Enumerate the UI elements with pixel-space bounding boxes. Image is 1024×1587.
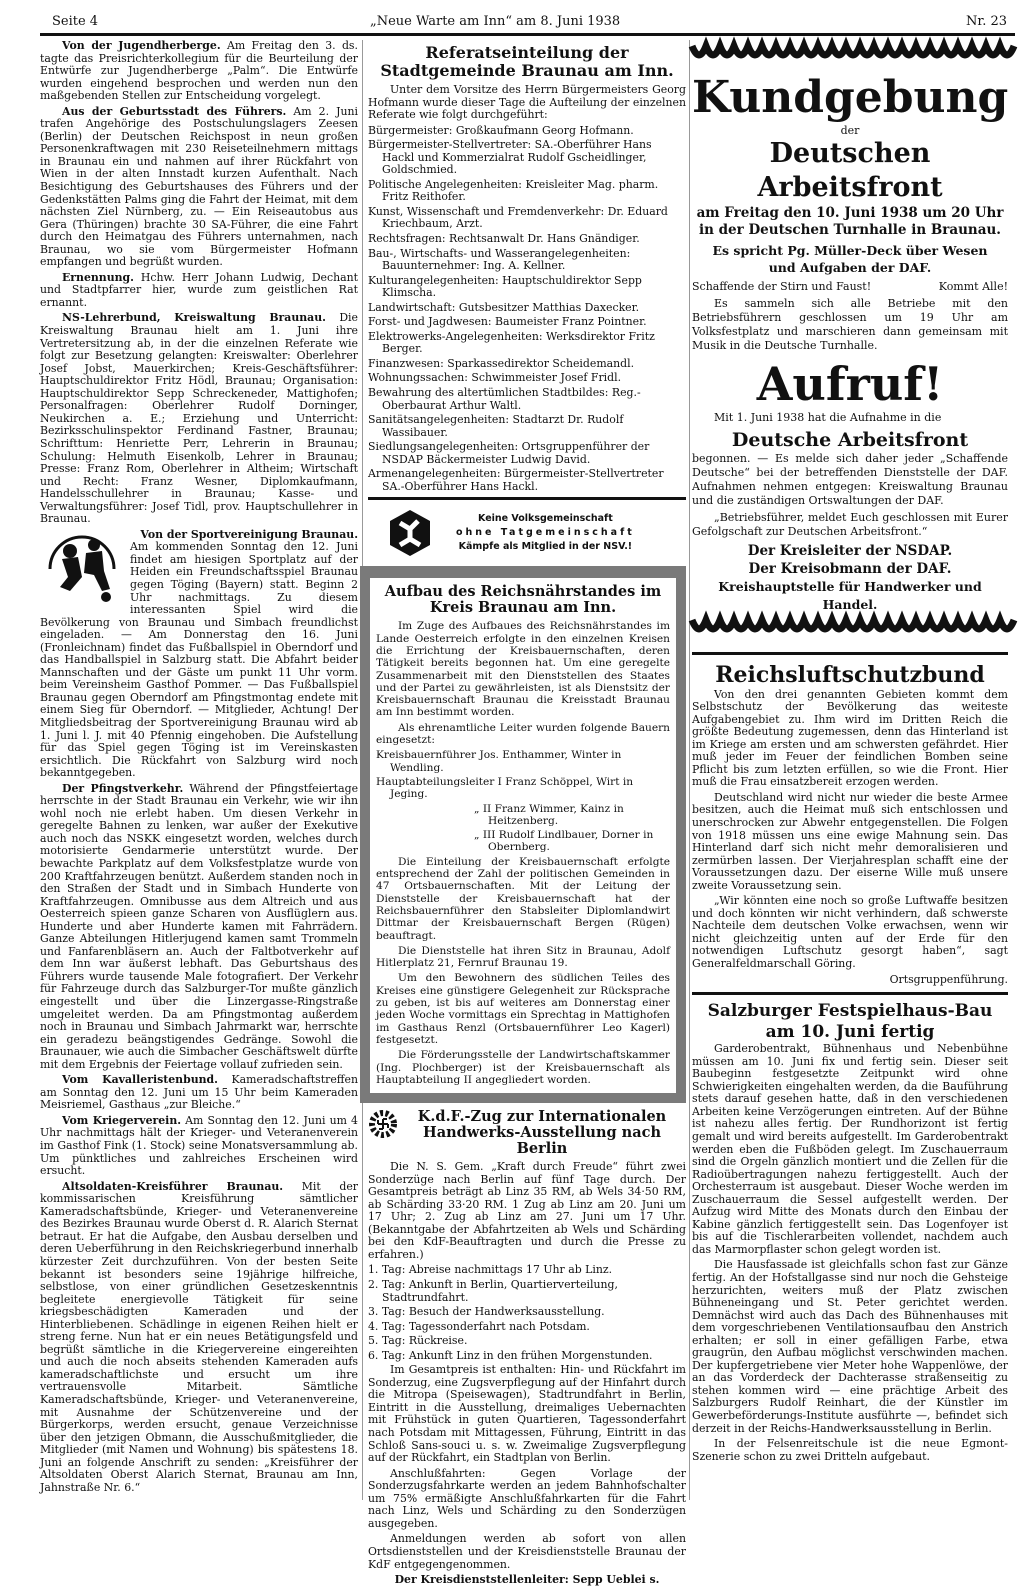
section-rule xyxy=(692,652,1008,655)
itinerary-day: 5. Tag: Rückreise. xyxy=(368,1334,468,1348)
article-sportvereinigung: Von der Sportvereinigung Braunau. Am kommenden Sonntag den 12. Juni findet am hiesigen Sportplatz auf der Heiden ein Freundschaftsspiel Braunau gegen Töging (Bayern) statt. Beginn 2 Uhr nachmittags. Zu diesem interessanten Spiel wird die Bevölkerung von Braunau und Simbach freundlichst eingeladen. — Am Donnerstag den 16. Juni (Fronleichnam) findet das Fußballspiel in Oberndorf und das Handballspiel in Salzburg statt. Die Abfahrt beider Mannschaften und der Gäste um punkt 11 Uhr vorm. beim Vereinsheim Gasthof Pommer. — Das Fußballspiel Braunau gegen Oberndorf am Pfingstmontag endete mit einem Sieg für Oberndorf. — Mitglieder, Achtung! Der Mitgliedsbeitrag der Sportvereinigung Braunau wird ab 1. Juni l. J. mit 40 Pfennig eingehoben. Die Aufstellung für das Spiel gegen Töging ist im Vereinskasten ersichtlich. Die Rückfahrt von Salzburg wird noch bekanntgegeben. xyxy=(40,527,358,780)
itinerary-day: 1. Tag: Abreise nachmittags 17 Uhr ab Linz. xyxy=(368,1263,613,1277)
itinerary-list xyxy=(368,1264,686,1362)
itinerary-day: 3. Tag: Besuch der Handwerksausstellung. xyxy=(368,1305,605,1319)
kundgebung-title: Kundgebung xyxy=(692,72,1009,123)
referat-item: Sanitätsangelegenheiten: Stadtarzt Dr. Rudolf Wassibauer. xyxy=(368,413,624,439)
leader-item: Hauptabteilungsleiter I Franz Schöppel, Wirt in Jeging. xyxy=(376,775,634,801)
referat-item: Bürgermeister: Großkaufmann Georg Hofmann. xyxy=(368,123,634,137)
column-divider xyxy=(689,40,690,1500)
column-local-news xyxy=(40,40,358,1505)
referat-item: Forst- und Jagdwesen: Baumeister Franz Pointner. xyxy=(368,315,647,329)
kundgebung-header xyxy=(692,72,1008,124)
daf-cog-emblem-icon xyxy=(368,1109,398,1139)
referat-title: Referatseinteilung der Stadtgemeinde Braunau am Inn. xyxy=(380,43,674,80)
signature-kreisobmann: Der Kreisobmann der DAF. xyxy=(748,560,952,577)
wave-border-bottom xyxy=(692,616,1008,638)
reichsnaehrstand-box: Aufbau des Reichsnährstandes im Kreis Braunau am Inn. Im Zuge des Aufbaues des Reichsnährstandes im Lande Oesterreich erfolgte in den einzelnen Kreisen die Errichtung der Kreisbauernschaften, deren Tätigkeit bereits begonnen hat. Um eine geregelte Zusammenarbeit mit den Dienststellen des Staates und der Partei zu gewährleisten, ist als Dienstsitz der Kreisbauernschaft Braunau die Kreisstadt Braunau am Inn bestimmt worden. Als ehrenamtliche Leiter wurden folgende Bauern eingesetzt: Kreisbauernführer Jos. Enthammer, Winter in Wendling. Hauptabteilungsleiter I Franz Schöppel, Wirt in Jeging. „ II Franz Wimmer, Kainz in Heitzenberg. „ III Rudolf Lindlbauer, Dorner in Obernberg. Die Einteilung der Kreisbauernschaft erfolgte entsprechend der Zahl der politischen Gemeinden in 47 Ortsbauernschaften. Mit der Leitung der Dienststelle der Kreisbauernschaft hat der Reichsbauernführer den Stabsleiter Diplomlandwirt Dittmar der Kreisbauernschaft Bergen (Rügen) beauftragt. Die Dienststelle hat ihren Sitz in Braunau, Adolf Hitlerplatz 21, Fernruf Braunau 19. Um den Bewohnern des südlichen Teiles des Kreises eine günstigere Gelegenheit zur Rücksprache zu geben, ist bis auf weiteres am Donnerstag einer jeden Woche vormittags ein Sprechtag in Mattighofen im Gasthaus Renzl (Ortsbauernführer Leo Kagerl) festgesetzt. Die Förderungsstelle der Landwirtschaftskammer (Ing. Plochberger) ist der Kreisbauernschaft als Hauptabteilung II angegliedert worden. xyxy=(360,566,686,1103)
article-jugendherberge: Von der Jugendherberge. Am Freitag den 3. ds. tagte das Preisrichterkollegium für die Beurteilung der Entwürfe zur Jugendherberge „Palm“. Die Entwürfe wurden eingehend besprochen und werden nun den maßgebenden Stellen zur Entscheidung vorgelegt. xyxy=(40,39,358,103)
kundgebung-speaker: Es spricht Pg. Müller-Deck über Wesen und Aufgaben der DAF. xyxy=(712,243,988,275)
referat-intro: Unter dem Vorsitze des Herrn Bürgermeisters Georg Hofmann wurde dieser Tage die Aufteilung der einzelnen Referate wie folgt durchgeführt: xyxy=(368,83,686,122)
page-header xyxy=(40,0,1015,34)
rl-signature: Ortsgruppenführung. xyxy=(889,972,1008,986)
referat-item: Siedlungsangelegenheiten: Ortsgruppenführer der NSDAP Bäckermeister Ludwig David. xyxy=(368,440,650,466)
leader-item: „ III Rudolf Lindlbauer, Dorner in Obernberg. xyxy=(474,829,654,854)
wave-stroke xyxy=(692,620,1014,629)
signature-kreishauptstelle: Kreishauptstelle für Handwerker und Handel. xyxy=(718,578,982,612)
article-pfingstverkehr: Der Pfingstverkehr. Während der Pfingstfeiertage herrschte in der Stadt Braunau ein Verkehr, wie wir ihn wohl noch nie erlebt haben. Um diesen Verkehr in geregelte Bahnen zu lenken, war außer der Exekutive auch noch das NSKK eingesetzt worden, welches durch motorisierte Gendarmerie unterstützt wurde. Der bewachte Parkplatz auf dem Volksfestplatze wurde von 200 Kraftfahrzeugen benützt. Außerdem standen noch in den Straßen der Stadt und in Simbach Hunderte von Kraftfahrzeugen. Omnibusse aus dem Altreich und aus Oesterreich spieen ganze Scharen von Ausflüglern aus. Hunderte und aber Hunderte kamen mit Fahrrädern. Ganze Abteilungen Hitlerjugend kamen samt Trommeln und Fanfarenbläsern an. Auch der Faltbotverkehr auf dem Inn war äußerst lebhaft. Das Geburtshaus des Führers wurde tausende Male fotografiert. Der Verkehr für Fahrzeuge durch das Salzburger-Tor mußte gänzlich eingestellt und über die Linzergasse-Ringstraße umgeleitet werden. Da am Pfingstmontag außerdem noch in Braunau und Simbach Jahrmarkt war, herrschte ein geradezu beängstigendes Gedränge. Sowohl die Braunauer, wie auch die Simbacher Geschäftswelt dürfte mit dem Ergebnis der Feiertage vollauf zufrieden sein. xyxy=(40,781,359,1071)
daf-subtitle: Deutsche Arbeitsfront xyxy=(731,428,969,451)
signature-kreisleiter: Der Kreisleiter der NSDAP. xyxy=(747,542,953,559)
itinerary-day: 6. Tag: Ankunft Linz in den frühen Morgenstunden. xyxy=(368,1348,653,1362)
referat-item: Wohnungssachen: Schwimmeister Josef Fridl. xyxy=(368,371,622,385)
referat-item: Elektrowerks-Angelegenheiten: Werksdirektor Fritz Berger. xyxy=(368,329,655,356)
referat-item: Armenangelegenheiten: Bürgermeister-Stellvertreter SA.-Oberführer Hans Hackl. xyxy=(368,467,664,493)
leader-list xyxy=(376,749,670,853)
column-right: Kundgebung der Deutschen Arbeitsfront am Freitag den 10. Juni 1938 um 20 Uhr in der Deutschen Turnhalle in Braunau. Es spricht Pg. Müller-Deck über Wesen und Aufgaben der DAF. Schaffende der Stirn und Faust! Kommt Alle! Es sammeln sich alle Betriebe mit den Betriebsführern geschlossen um 19 Uhr am Volksfestplatz und marschieren dann gemeinsam mit Musik in die Deutsche Turnhalle. Aufruf! Mit 1. Juni 1938 hat die Aufnahme in die Deutsche Arbeitsfront begonnen. — Es melde sich daher jeder „Schaffende Deutsche“ bei der betreffenden Dienststelle der DAF. Aufnahmen nehmen entgegen: Kreiswaltung Braunau und die zuständigen Ortswaltungen der DAF. „Betriebsführer, meldet Euch geschlossen mit Eurer Gefolgschaft zur Deutschen Arbeitsfront.“ Der Kreisleiter der NSDAP. Der Kreisobmann der DAF. Kreishauptstelle für Handwerker und Handel. Reichsluftschutzbund Von den drei genannten Gebieten kommt dem Selbstschutz der Bevölkerung das weiteste Aufgabengebiet zu. Ihm wird im Dritten Reich die größte Bedeutung zugemessen, denn das Hinterland ist im Kriege am ersten und am schwersten gefährdet. Hier muß jeder im Feuer der feindlichen Bomben seine Pflicht bis zum letzten erfüllen, so wie die Front. Hier muß die Frau einsatzbereit erzogen werden. Deutschland wird nicht nur wieder die beste Armee besitzen, auch die Heimat muß sich entschlossen und unerschrocken zur Abwehr entgegenstellen. Die Folgen von 1918 müssen uns eine ewige Mahnung sein. Das Hinterland darf sich nicht mehr demoralisieren und zermürben lassen. Der Vierjahresplan schafft eine der Voraussetzungen dazu. Der eiserne Wille muß unsere zweite Voraussetzung sein. „Wir könnten eine noch so große Luftwaffe besitzen und doch könnten wir nicht verhindern, daß schwerste Nachteile dem deutschen Volke erwachsen, wenn wir nicht gleichzeitig unten auf der Erde für den notwendigen Luftschutz gesorgt haben“, sagt Generalfeldmarschall Göring. Ortsgruppenführung. Salzburger Festspielhaus-Bau am 10. Juni fertig Garderobentrakt, Bühnenhaus und Nebenbühne müssen am 10. Juni fix und fertig sein. Dieser seit Baubeginn festgesetzte Zeitpunkt wird ohne Schwierigkeiten eingehalten werden, da die Bauführung stets darauf gesehen hatte, daß in den verschiedenen Arbeiten keine Verzögerungen eintreten. Auf der Bühne ist nahezu alles fertig. Der Rundhorizont ist fertig gemalt und wird bereits aufgestellt. Im Garderobentrakt werden eben die Fußböden gelegt. Im Zuschauerraum sind die Orgeln gänzlich montiert und die Zellen für die Radioübertragungen nahezu fertiggestellt. Auch der Orchesterraum ist ausgebaut. Dieser Woche werden im Zuschauerraum die Sessel aufgestellt werden. Der Aufzug wird Mitte des Monats durch den Einbau der Kabine gänzlich fertiggestellt sein. Das Logenfoyer ist bis auf die Tischlerarbeiten vollendet, nachdem auch das Marmorpflaster schon gelegt worden ist. Die Hausfassade ist gleichfalls schon fast zur Gänze fertig. An der Hofstallgasse sind nur noch die Gehsteige herzurichten, weiters muß der Platz zwischen Bühneneingang und St. Peter gerichtet werden. Demnächst wird auch das Dach des Bühnenhauses mit dem vorgeschriebenen Ventilationsaufbau den Anstrich erhalten; er soll in einer gefälligen Farbe, etwa graugrün, den Aufbau möglichst verschwinden machen. Der kupfergetriebene vier Meter hohe Wappenlöwe, der an das Vorderdeck der Dachterasse straßenseitig zu stehen kommen wird — eine prächtige Arbeit des Salzburgers Rudolf Reinhart, die der Künstler im Gewerbeförderungs-Institute ausführte —, befindet sich derzeit in der Reichs-Handwerksausstellung in Berlin. In der Felsenreitschule ist die neue Egmont-Szenerie schon zu zwei Dritteln aufgebaut. xyxy=(692,40,1008,1505)
referat-item: Finanzwesen: Sparkassedirektor Scheidemandl. xyxy=(368,356,635,370)
referat-item: Kulturangelegenheiten: Hauptschuldirektor Sepp Klimscha. xyxy=(368,273,642,300)
masthead-date: „Neue Warte am Inn“ am 8. Juni 1938 xyxy=(370,14,621,29)
referat-item: Bürgermeister-Stellvertreter: SA.-Oberführer Hans Hackl und Kommerzialrat Rudolf Gscheidlinger, Goldschmied. xyxy=(368,138,652,177)
kundgebung-date: am Freitag den 10. Juni 1938 um 20 Uhr in der Deutschen Turnhalle in Braunau. xyxy=(696,205,1004,238)
page-number: Seite 4 xyxy=(52,14,99,29)
section-rule xyxy=(692,992,1008,995)
article-lehrerbund: NS-Lehrerbund, Kreiswaltung Braunau. Die Kreiswaltung Braunau hielt am 1. Juni ihre Vertretersitzung ab, in der die einzelnen Referate wie folgt zur Besetzung gelangten: Kreiswalter: Oberlehrer Josef Jobst, Mauerkirchen; Kreis-Geschäftsführer: Hauptschuldirektor Fritz Hödl, Braunau; Organisation: Hauptschuldirektor Sepp Schreckeneder, Mattighofen; Personalfragen: Oberlehrer Rudolf Dorninger, Neukirchen a. E.; Erziehung und Unterricht: Bezirksschulinspektor Ferdinand Fastner, Braunau; Schrifttum: Henriette Perr, Lehrerin in Braunau; Schulung: Helmuth Eisenkolb, Lehrer in Braunau; Presse: Franz Rom, Oberlehrer in Altheim; Wirtschaft und Recht: Franz Wesner, Diplomkaufmann, Handelsschullehrer in Braunau; Kasse- und Verwaltungsführer: Josef Tidl, prov. Hauptschullehrer in Braunau. xyxy=(40,311,358,526)
article-ernennung: Ernennung. Hchw. Herr Johann Ludwig, Dechant und Stadtpfarrer hier, wurde zum geistlichen Rat ernannt. xyxy=(40,270,359,309)
referat-list xyxy=(368,125,686,494)
referat-item: Bau-, Wirtschafts- und Wasserangelegenheiten: Bauunternehmer: Ing. A. Kellner. xyxy=(368,246,631,273)
nsv-ad: Keine Volksgemeinschaft ohne Tatgemeinschaft Kämpfe als Mitglied in der NSV.! xyxy=(388,504,686,562)
issue-number: Nr. 23 xyxy=(966,14,1007,29)
article-geburtsstadt: Aus der Geburtsstadt des Führers. Am 2. Juni trafen Angehörige des Postschulungslagers Zeesen (Berlin) der Deutschen Reichspost in neun großen Personenkraftwagen mit 230 Reiseteilnehmern mittags in Braunau ein und nahmen auf ihrer Rückfahrt von Wien in der alten Innstadt kurzen Aufenthalt. Nach Besichtigung des Geburtshauses des Führers und der Gedenkstätten Palms ging die Fahrt der Heimat, mit dem nächsten Ziel Nürnberg, zu. — Ein Reiseautobus aus Gera (Thüringen) brachte 30 SA-Führer, die eine Fahrt durch den Heimatgau des Führers unternahmen, nach Braunau, wo sie vom Bürgermeister Hofmann empfangen und begrüßt wurden. xyxy=(40,104,358,269)
column-middle xyxy=(368,40,686,1587)
daf-title: Deutschen Arbeitsfront xyxy=(757,138,943,203)
referat-item: Kunst, Wissenschaft und Fremdenverkehr: Dr. Eduard Kriechbaum, Arzt. xyxy=(368,204,668,231)
leader-item: „ II Franz Wimmer, Kainz in Heitzenberg. xyxy=(474,802,624,827)
section-rule xyxy=(368,497,686,500)
kdf-signature: Der Kreisdienststellenleiter: Sepp Ueblei s. xyxy=(394,1573,660,1587)
leader-item: Kreisbauernführer Jos. Enthammer, Winter in Wendling. xyxy=(376,749,622,774)
header-rule xyxy=(40,33,1015,36)
article-kriegerverein: Vom Kriegerverein. Am Sonntag den 12. Juni um 4 Uhr nachmittags hält der Krieger- und Veteranenverein im Gasthof Fink (1. Stock) seine Monatsversammlung ab. Um pünktliches und zahlreiches Erscheinen wird ersucht. xyxy=(40,1113,358,1178)
article-altsoldaten: Altsoldaten-Kreisführer Braunau. Mit der kommissarischen Kreisführung sämtlicher Kameradschaftsbünde, Krieger- und Veteranenvereine des Bezirkes Braunau wurde Oberst d. R. Alarich Sternat betraut. Er hat die Aufgabe, den Ausbau derselben und deren Ueberführung in den Reichskriegerbund innerhalb kürzester Zeit durchzuführen. Von der besten Seite bekannt ist besonders seine 19jährige hilfreiche, selbstlose, von einer gründlichen Gesetzeskenntnis begleitete energievolle Tätigkeit für seine kriegsbeschädigten Kameraden und der Hinterbliebenen. Schädlinge in eigenen Reihen hielt er streng ferne. Nun hat er ein neues Betätigungsfeld und begrüßt sämtliche in die Kriegervereine eingereihten und auch die noch abseits stehenden Kameraden aufs kameradschaftlichste und ersucht um ihre vertrauensvolle Mitarbeit. Sämtliche Kameradschaftsbünde, Krieger- und Veteranenvereine, mit Ausnahme der Schützenvereine und der Bürgerkorps, werden ersucht, genaue Verzeichnisse über den jetzigen Obmann, die Ausschußmitglieder, die Mitglieder (mit Namen und Wohnung) bis spätestens 18. Juni an folgende Anschrift zu senden: „Kreisführer der Altsoldaten Oberst Alarich Sternat, Braunau am Inn, Jahnstraße Nr. 6.“ xyxy=(40,1179,358,1494)
wave-border-top xyxy=(692,42,1008,64)
football-players-illustration xyxy=(40,529,124,605)
wave-stroke xyxy=(692,46,1014,55)
aufruf-title: Aufruf! xyxy=(756,357,944,411)
article-kavalleristenbund: Vom Kavalleristenbund. Kameradschaftstreffen am Sonntag den 12. Juni um 15 Uhr beim Kameraden Meisriemel, Gasthaus „zur Bleiche.“ xyxy=(40,1073,358,1112)
kdf-article: K.d.F.-Zug zur Internationalen Handwerks-Ausstellung nach Berlin Die N. S. Gem. „Kraft durch Freude“ führt zwei Sonderzüge nach Berlin auf fünf Tage durch. Der Gesamtpreis beträgt ab Linz 35 RM, ab Wels 34·50 RM, ab Schärding 33·20 RM. 1 Zug ab Linz am 20. Juni um 17 Uhr; 2. Zug ab Linz am 27. Juni um 17 Uhr. (Bekanntgabe der Abfahrtzeiten ab Wels und Schärding bei den KdF-Beauftragten und durch die Presse zu erfahren.) 1. Tag: Abreise nachmittags 17 Uhr ab Linz. 2. Tag: Ankunft in Berlin, Quartierverteilung, Stadtrundfahrt. 3. Tag: Besuch der Handwerksausstellung. 4. Tag: Tagessonderfahrt nach Potsdam. 5. Tag: Rückreise. 6. Tag: Ankunft Linz in den frühen Morgenstunden. Im Gesamtpreis ist enthalten: Hin- und Rückfahrt im Sonderzug, eine Zugsverpflegung auf der Hinfahrt durch die Mitropa (Speisewagen), Stadtrundfahrt in Berlin, Eintritt in die Ausstellung, dreimaliges Uebernachten mit Frühstück in guten Quartieren, Tagessonderfahrt nach Potsdam mit Mittagessen, Führung, Eintritt in das Schloß Sans-souci u. s. w. Zweimalige Zugsverpflegung auf der Rückfahrt, ein Stadtplan von Berlin. Anschlußfahrten: Gegen Vorlage der Sonderzugsfahrkarte werden an jedem Bahnhofschalter um 75% ermäßigte Anschlußfahrkarten für die Fahrt nach Linz, Wels und Schärding zu den Sonderzügen ausgegeben. Anmeldungen werden ab sofort von allen Ortsdienststellen und der Kreisdienststelle Braunau der KdF entgegengenommen. Der Kreisdienststellenleiter: Sepp Ueblei s. xyxy=(368,1108,686,1587)
referat-item: Rechtsfragen: Rechtsanwalt Dr. Hans Gnändiger. xyxy=(368,232,640,246)
nsv-emblem-icon xyxy=(388,509,432,557)
referat-item: Landwirtschaft: Gutsbesitzer Matthias Daxecker. xyxy=(368,300,640,314)
itinerary-day: 4. Tag: Tagessonderfahrt nach Potsdam. xyxy=(368,1319,590,1333)
referat-item: Politische Angelegenheiten: Kreisleiter Mag. pharm. Fritz Reithofer. xyxy=(368,177,659,204)
itinerary-day: 2. Tag: Ankunft in Berlin, Quartierverteilung, Stadtrundfahrt. xyxy=(368,1278,618,1304)
reichsluftschutzbund-title: Reichsluftschutzbund xyxy=(715,661,985,688)
festspielhaus-title: Salzburger Festspielhaus-Bau am 10. Juni fertig xyxy=(707,1001,993,1043)
referat-item: Bewahrung des altertümlichen Stadtbildes: Reg.-Oberbaurat Arthur Waltl. xyxy=(368,386,641,412)
